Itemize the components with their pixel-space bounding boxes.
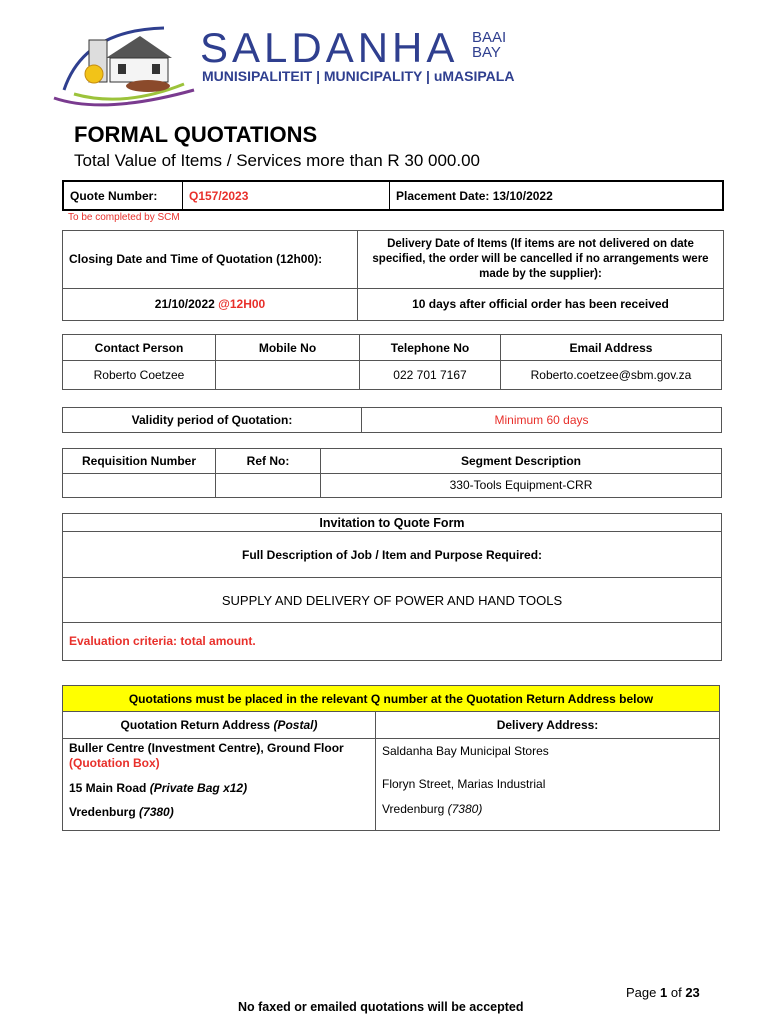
postal-address-header xyxy=(63,712,376,739)
requisition-value xyxy=(63,473,216,498)
delivery-date-value: 10 days after official order has been received xyxy=(358,288,724,320)
return-address-table xyxy=(62,685,720,831)
quote-number-table xyxy=(62,180,724,211)
contact-person-value: Roberto Coetzee xyxy=(63,361,216,390)
segment-value: 330-Tools Equipment-CRR xyxy=(321,473,722,498)
delivery-line3-row xyxy=(382,802,713,817)
mobile-value xyxy=(216,361,360,390)
segment-header: Segment Description xyxy=(321,449,722,474)
postal-label: Quotation Return Address xyxy=(120,718,271,732)
delivery-line3b: (7380) xyxy=(447,802,483,816)
postal-line2: 15 Main Road xyxy=(69,781,147,795)
postal-label-italic: (Postal) xyxy=(273,718,318,732)
page-total: 23 xyxy=(685,985,700,1000)
requisition-header: Requisition Number xyxy=(63,449,216,474)
delivery-line2: Floryn Street, Marias Industrial xyxy=(382,777,546,791)
invitation-table xyxy=(62,513,722,661)
page-current: 1 xyxy=(660,985,668,1000)
closing-date: 21/10/2022 xyxy=(154,297,215,312)
scm-note: To be completed by SCM xyxy=(68,212,180,223)
postal-line3-row xyxy=(69,805,369,820)
mobile-header: Mobile No xyxy=(216,335,360,361)
postal-line2b: (Private Bag x12) xyxy=(149,781,248,795)
postal-line1b: (Quotation Box) xyxy=(69,756,160,770)
description-value: SUPPLY AND DELIVERY OF POWER AND HAND TOOLS xyxy=(63,578,722,622)
page-title: FORMAL QUOTATIONS xyxy=(74,122,318,147)
closing-table xyxy=(62,230,724,321)
validity-label: Validity period of Quotation: xyxy=(63,408,362,433)
logo-emblem-icon xyxy=(44,20,204,110)
email-header: Email Address xyxy=(501,335,722,361)
telephone-header: Telephone No xyxy=(360,335,501,361)
quote-number-label: Quote Number: xyxy=(63,181,183,210)
postal-line3b: (7380) xyxy=(139,805,174,819)
postal-address-body xyxy=(63,739,376,831)
placement-date: Placement Date: 13/10/2022 xyxy=(390,181,724,210)
contact-person-header: Contact Person xyxy=(63,335,216,361)
return-banner: Quotations must be placed in the relevant Q number at the Quotation Return Address below xyxy=(63,686,720,712)
page-of: of xyxy=(670,985,682,1000)
page-number xyxy=(626,985,700,1000)
logo-baai: BAAI xyxy=(472,29,507,46)
delivery-address-body xyxy=(376,739,720,831)
ref-header: Ref No: xyxy=(216,449,321,474)
closing-label: Closing Date and Time of Quotation (12h00): xyxy=(63,231,358,289)
validity-value: Minimum 60 days xyxy=(362,408,722,433)
footer-note: No faxed or emailed quotations will be accepted xyxy=(238,1000,524,1014)
postal-line1: Buller Centre (Investment Centre), Ground Floor xyxy=(69,741,344,755)
contact-table xyxy=(62,334,722,390)
delivery-line3: Vredenburg xyxy=(382,802,445,816)
page-subtitle: Total Value of Items / Services more than R 30 000.00 xyxy=(74,151,481,170)
municipality-logo xyxy=(44,20,524,110)
requisition-table xyxy=(62,448,722,498)
logo-bay: BAY xyxy=(472,44,501,61)
logo-subtitle: MUNISIPALITEIT | MUNICIPALITY | uMASIPALA xyxy=(202,68,515,84)
closing-datetime xyxy=(63,288,358,320)
validity-table xyxy=(62,407,722,433)
delivery-line1: Saldanha Bay Municipal Stores xyxy=(382,744,549,758)
description-label: Full Description of Job / Item and Purpose Required: xyxy=(63,532,722,578)
page-prefix: Page xyxy=(626,985,657,1000)
logo-name: SALDANHA xyxy=(200,24,459,71)
email-value: Roberto.coetzee@sbm.gov.za xyxy=(501,361,722,390)
invitation-title: Invitation to Quote Form xyxy=(63,514,722,532)
telephone-value: 022 701 7167 xyxy=(360,361,501,390)
ref-value xyxy=(216,473,321,498)
postal-line3: Vredenburg xyxy=(69,805,136,819)
postal-line2-row xyxy=(69,781,369,796)
delivery-date-label: Delivery Date of Items (If items are not delivered on date specified, the order will be cancelled if no arrangements were made by the supplier): xyxy=(358,231,724,289)
closing-time: @12H00 xyxy=(218,297,266,312)
evaluation-criteria: Evaluation criteria: total amount. xyxy=(63,622,722,660)
quote-number-value: Q157/2023 xyxy=(183,181,390,210)
delivery-address-header: Delivery Address: xyxy=(376,712,720,739)
